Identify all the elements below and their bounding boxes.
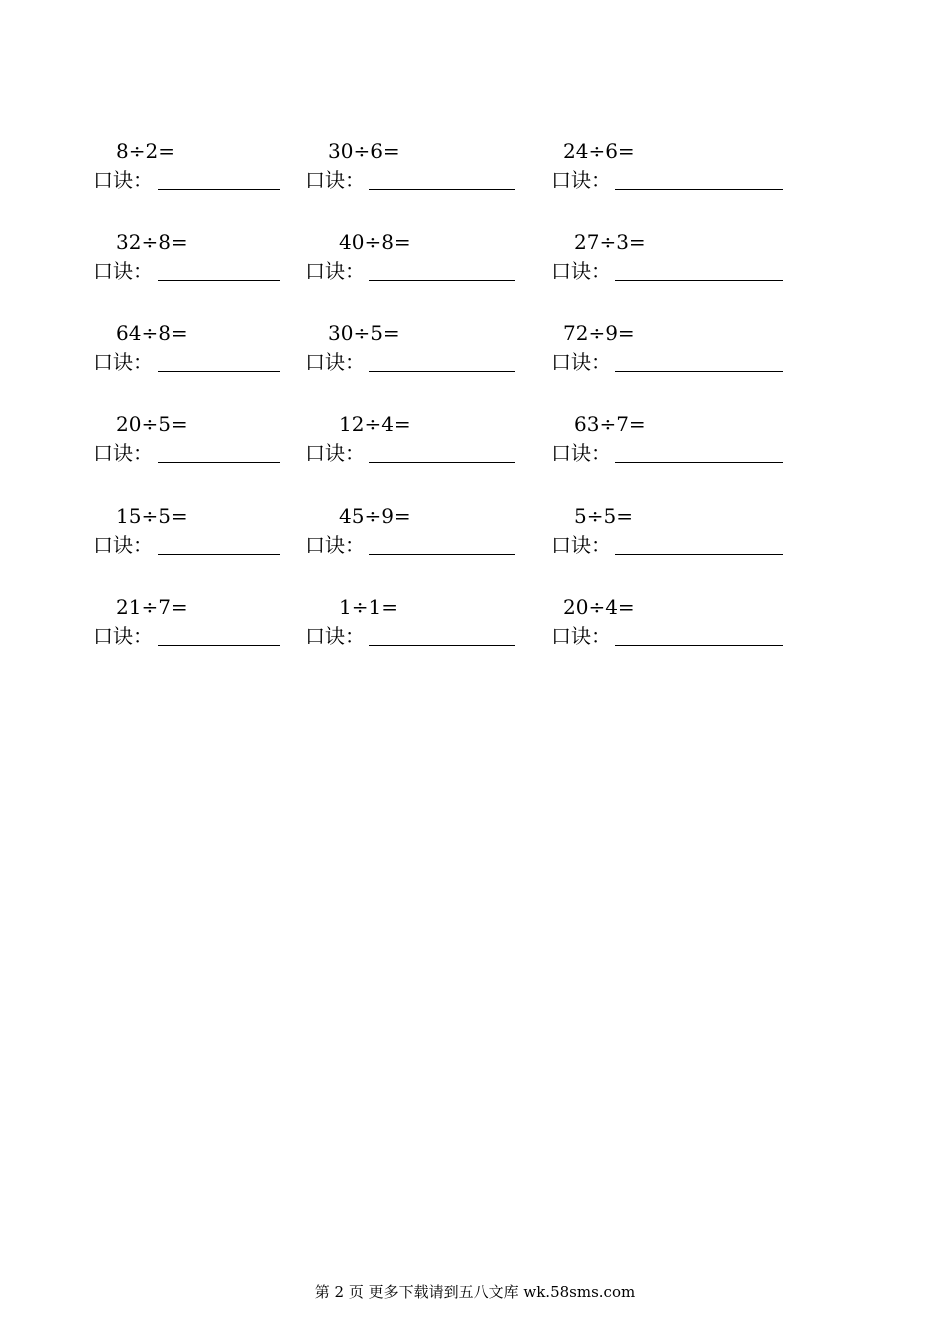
equation: 20÷5= — [116, 412, 188, 436]
mnemonic-label: 口诀： — [551, 624, 611, 648]
answer-blank[interactable] — [615, 645, 783, 646]
mnemonic-label: 口诀： — [305, 168, 365, 192]
equation: 30÷6= — [328, 139, 400, 163]
mnemonic-label: 口诀： — [93, 259, 153, 283]
mnemonic-label: 口诀： — [305, 441, 365, 465]
equation: 45÷9= — [339, 504, 411, 528]
equation: 24÷6= — [563, 139, 635, 163]
answer-blank[interactable] — [615, 371, 783, 372]
mnemonic-label: 口诀： — [93, 441, 153, 465]
answer-blank[interactable] — [615, 462, 783, 463]
answer-blank[interactable] — [369, 280, 515, 281]
answer-blank[interactable] — [158, 189, 280, 190]
problem-row-3 — [0, 321, 950, 391]
answer-blank[interactable] — [615, 189, 783, 190]
problem-row-1 — [0, 139, 950, 209]
equation: 63÷7= — [574, 412, 646, 436]
answer-blank[interactable] — [615, 280, 783, 281]
answer-blank[interactable] — [369, 189, 515, 190]
mnemonic-label: 口诀： — [551, 350, 611, 374]
answer-blank[interactable] — [369, 645, 515, 646]
equation: 1÷1= — [339, 595, 398, 619]
mnemonic-label: 口诀： — [551, 533, 611, 557]
equation: 32÷8= — [116, 230, 188, 254]
mnemonic-label: 口诀： — [305, 533, 365, 557]
mnemonic-label: 口诀： — [551, 168, 611, 192]
answer-blank[interactable] — [158, 462, 280, 463]
mnemonic-label: 口诀： — [305, 624, 365, 648]
equation: 20÷4= — [563, 595, 635, 619]
answer-blank[interactable] — [158, 645, 280, 646]
answer-blank[interactable] — [369, 462, 515, 463]
answer-blank[interactable] — [158, 371, 280, 372]
page-footer: 第 2 页 更多下载请到五八文库 wk.58sms.com — [314, 1283, 636, 1301]
equation: 8÷2= — [116, 139, 175, 163]
equation: 21÷7= — [116, 595, 188, 619]
mnemonic-label: 口诀： — [305, 350, 365, 374]
equation: 40÷8= — [339, 230, 411, 254]
answer-blank[interactable] — [615, 554, 783, 555]
answer-blank[interactable] — [369, 371, 515, 372]
equation: 15÷5= — [116, 504, 188, 528]
mnemonic-label: 口诀： — [93, 624, 153, 648]
equation: 5÷5= — [574, 504, 633, 528]
mnemonic-label: 口诀： — [93, 533, 153, 557]
problem-row-2 — [0, 230, 950, 300]
mnemonic-label: 口诀： — [305, 259, 365, 283]
mnemonic-label: 口诀： — [551, 259, 611, 283]
problem-row-4 — [0, 412, 950, 482]
equation: 30÷5= — [328, 321, 400, 345]
problem-row-6 — [0, 595, 950, 665]
mnemonic-label: 口诀： — [93, 350, 153, 374]
equation: 64÷8= — [116, 321, 188, 345]
equation: 12÷4= — [339, 412, 411, 436]
answer-blank[interactable] — [369, 554, 515, 555]
equation: 27÷3= — [574, 230, 646, 254]
mnemonic-label: 口诀： — [93, 168, 153, 192]
equation: 72÷9= — [563, 321, 635, 345]
answer-blank[interactable] — [158, 554, 280, 555]
answer-blank[interactable] — [158, 280, 280, 281]
mnemonic-label: 口诀： — [551, 441, 611, 465]
problem-row-5 — [0, 504, 950, 574]
